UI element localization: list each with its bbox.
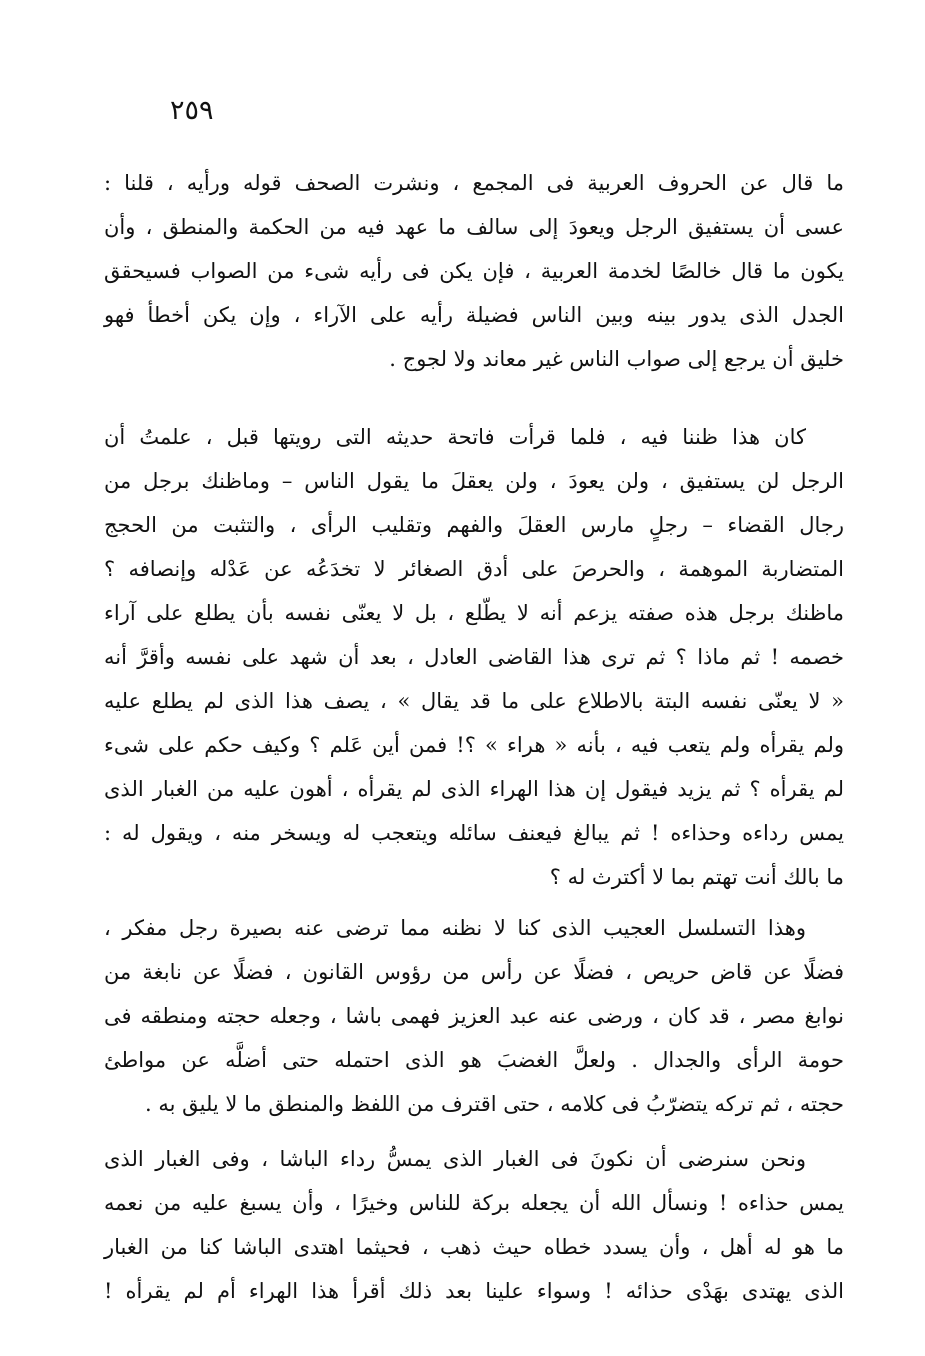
text-line: ما هو له أهل ، وأن يسدد خطاه حيث ذهب ، فحيثما اهتدى الباشا كنا من الغبار bbox=[104, 1235, 844, 1259]
text-line: خليق أن يرجع إلى صواب الناس غير معاند ولا لجوج . bbox=[389, 347, 844, 371]
paragraph-4 bbox=[104, 1137, 844, 1313]
text-line: « لا يعنّى نفسه البتة بالاطلاع على ما قد يقال » ، يصف هذا الذى لم يطلع عليه bbox=[104, 689, 844, 713]
text-line: ما بالك أنت تهتم بما لا أكترث له ؟ bbox=[549, 865, 844, 889]
text-line: نوابغ مصر ، قد كان ، ورضى عنه عبد العزيز فهمى باشا ، وجعله حجته ومنطقه فى bbox=[104, 1004, 844, 1028]
text-line: يمس رداءه وحذاءه ! ثم يبالغ فيعنف سائله ويتعجب له ويسخر منه ، ويقول له : bbox=[104, 821, 844, 845]
text-line: وهذا التسلسل العجيب الذى كنا لا نظنه مما ترضى عنه بصيرة رجل مفكر ، bbox=[104, 916, 806, 940]
text-line: الجدل الذى يدور بينه وبين الناس فضيلة رأيه على الآراء ، وإن يكن أخطأ فهو bbox=[104, 303, 844, 327]
text-line: ولم يقرأه ولم يتعب فيه ، بأنه « هراء » ؟! فمن أين عَلم ؟ وكيف حكم على شىء bbox=[104, 733, 844, 757]
text-line: حومة الرأى والجدال . ولعلَّ الغضبَ هو الذى احتمله حتى أضلَّه عن مواطئ bbox=[104, 1048, 844, 1072]
text-line: الذى يهتدى بهَدْى حذائه ! وسواء علينا بعد ذلك أقرأ هذا الهراء أم لم يقرأه ! bbox=[104, 1279, 844, 1303]
text-line: يمس حذاءه ! ونسأل الله أن يجعله بركة للناس وخيرًا ، وأن يسبغ عليه من نعمه bbox=[104, 1191, 844, 1215]
text-line: كان هذا ظننا فيه ، فلما قرأت فاتحة حديثه التى رويتها قبل ، علمتُ أن bbox=[104, 425, 806, 449]
page-number: ٢٥٩ bbox=[170, 95, 214, 126]
text-line: خصمه ! ثم ماذا ؟ ثم ترى هذا القاضى العادل ، بعد أن شهد على نفسه وأقرَّ أنه bbox=[104, 645, 844, 669]
text-line: حجته ، ثم تركه يتضرّبُ فى كلامه ، حتى اقترف من اللفظ والمنطق ما لا يليق به . bbox=[144, 1092, 844, 1116]
text-line: فضلًا عن قاض حريص ، فضلًا عن رأس من رؤوس القانون ، فضلًا عن نابغة من bbox=[104, 960, 844, 984]
text-line: رجال القضاء – رجلٍ مارس العقلَ والفهم وتقليب الرأى ، والتثبت من الحجج bbox=[104, 513, 844, 537]
paragraph-3 bbox=[104, 906, 844, 1126]
text-line: لم يقرأه ؟ ثم يزيد فيقول إن هذا الهراء الذى لم يقرأه ، أهون عليه من الغبار الذى bbox=[104, 777, 844, 801]
text-line: الرجل لن يستفيق ، ولن يعودَ ، ولن يعقلَ ما يقول الناس – وماظنك برجل من bbox=[104, 469, 844, 493]
text-line: ماظنك برجل هذه صفته يزعم أنه لا يطّلع ، بل لا يعنّى نفسه بأن يطلع على آراء bbox=[104, 601, 844, 625]
text-line: ونحن سنرضى أن نكونَ فى الغبار الذى يمسُّ رداء الباشا ، وفى الغبار الذى bbox=[104, 1147, 806, 1171]
text-line: يكون ما قال خالصًا لخدمة العربية ، فإن يكن فى رأيه شىء من الصواب فسيحقق bbox=[104, 259, 844, 283]
text-line: المتضاربة الموهمة ، والحرصَ على أدق الصغائر لا تخدَعُه عن عَدْله وإنصافه ؟ bbox=[104, 557, 844, 581]
paragraph-2 bbox=[104, 415, 844, 899]
text-line: عسى أن يستفيق الرجل ويعودَ إلى سالف ما عهد فيه من الحكمة والمنطق ، وأن bbox=[104, 215, 844, 239]
paragraph-1 bbox=[104, 161, 844, 381]
text-line: ما قال عن الحروف العربية فى المجمع ، ونشرت الصحف قوله ورأيه ، قلنا : bbox=[104, 171, 844, 195]
